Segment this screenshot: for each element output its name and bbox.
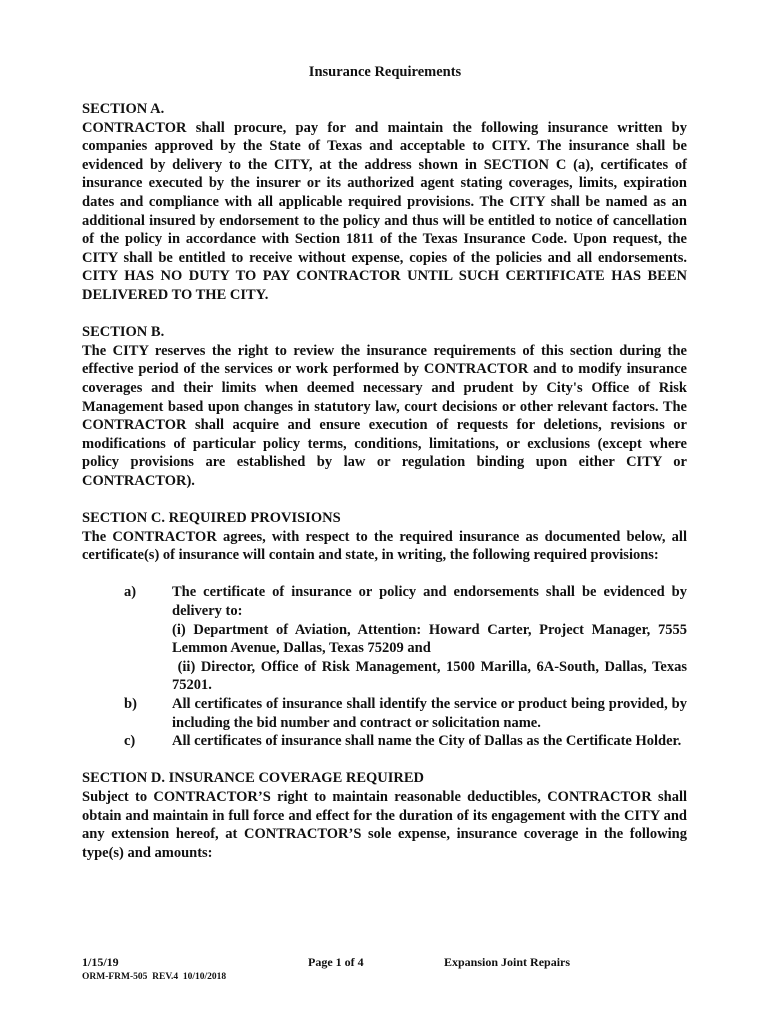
list-item-line: All certificates of insurance shall identify the service or product being provided, by including the bid number and contract or solicitation name. [172,696,687,731]
list-item-label: a) [124,584,137,601]
list-item-text [172,583,691,695]
section-c-text: The CONTRACTOR agrees, with respect to the required insurance as documented below, all certificate(s) of insurance will contain and state, in writing, the following required provisions: [82,528,687,564]
section-c-heading: SECTION C. REQUIRED PROVISIONS [82,510,341,527]
required-provisions-list [82,583,691,750]
section-d-text: Subject to CONTRACTOR’S right to maintain reasonable deductibles, CONTRACTOR shall obtain and maintain in full force and effect for the duration of its engagement with the CITY and any extension hereof, at CONTRACTOR’S sole expense, insurance coverage in the following type(s) and amounts: [82,788,687,861]
section-a-text: CONTRACTOR shall procure, pay for and maintain the following insurance written by companies approved by the State of Texas and acceptable to CITY. The insurance shall be evidenced by delivery to the CITY, at the address shown in SECTION C (a), certificates of insurance executed by the insurer or its authorized agent stating coverages, limits, expiration dates and compliance with all applicable required provisions. The CITY shall be named as an additional insured by endorsement to the policy and thus will be entitled to notice of cancellation of the policy in accordance with Section 1811 of the Texas Insurance Code. Upon request, the CITY shall be entitled to receive without expense, copies of the policies and all endorsements. CITY HAS NO DUTY TO PAY CONTRACTOR UNTIL SUCH CERTIFICATE HAS BEEN DELIVERED TO THE CITY. [82,119,687,303]
footer-form-id: ORM-FRM-505 REV.4 10/10/2018 [82,972,227,982]
list-item [82,583,691,695]
section-b-text: The CITY reserves the right to review the insurance requirements of this section during the effective period of the services or work performed by CONTRACTOR and to modify insurance coverages and their limits when deemed necessary and prudent by City's Office of Risk Management based upon changes in statutory law, court decisions or other relevant factors. The CONTRACTOR shall acquire and ensure execution of requests for deletions, revisions or modifications of particular policy terms, conditions, limitations, or exclusions (except where policy provisions are established by law or regulation binding upon either CITY or CONTRACTOR). [82,342,687,489]
footer-date: 1/15/19 [82,955,119,969]
section-d-heading: SECTION D. INSURANCE COVERAGE REQUIRED [82,770,425,787]
list-item [82,695,687,732]
list-item-line: The certificate of insurance or policy and endorsements shall be evidenced by delivery to: [172,584,687,620]
list-item-label: b) [124,696,137,712]
list-item [82,732,687,751]
footer-page-number: Page 1 of 4 [308,955,364,969]
list-item-line: (i) Department of Aviation, Attention: Howard Carter, Project Manager, 7555 Lemmon Avenue, Dallas, Texas 75209 and [172,621,687,657]
list-item-label: c) [124,733,136,750]
document-body [82,100,691,862]
page-footer [82,955,687,982]
list-item-line: All certificates of insurance shall name the City of Dallas as the Certificate Holder. [172,733,682,750]
section-a-heading: SECTION A. [82,101,165,117]
section-b-heading: SECTION B. [82,324,165,341]
list-item-text [172,695,687,732]
list-item-text [172,732,687,751]
document-title: Insurance Requirements [308,64,462,80]
footer-project-name: Expansion Joint Repairs [444,955,571,969]
list-item-line: (ii) Director, Office of Risk Management, 1500 Marilla, 6A-South, Dallas, Texas 75201. [172,658,691,694]
